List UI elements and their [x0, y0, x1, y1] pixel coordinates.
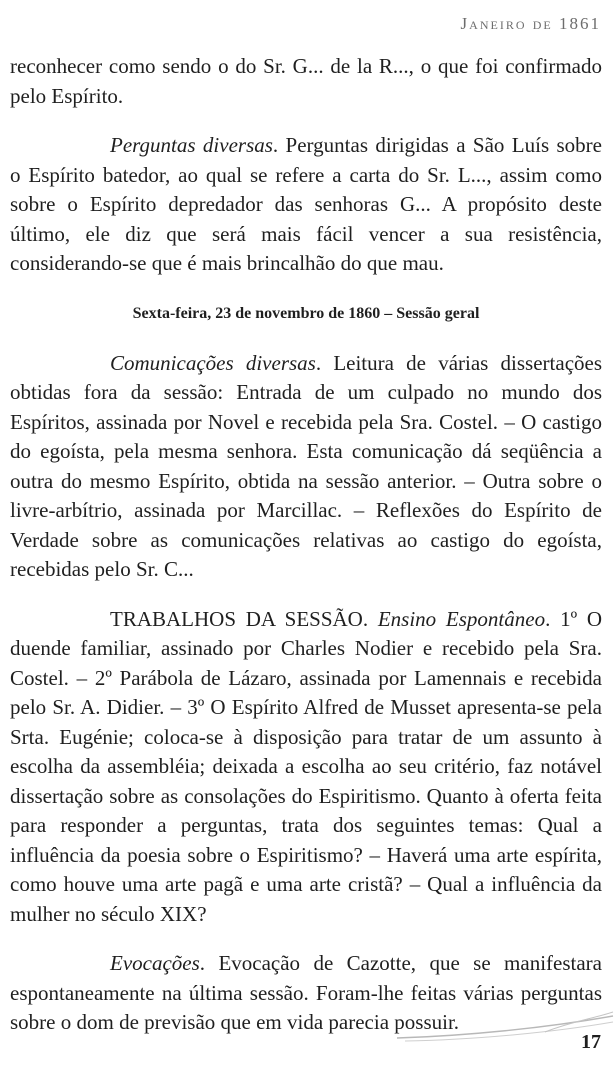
paragraph-2-text: . Perguntas dirigidas a São Luís sobre o Espírito batedor, ao qual se refere a carta do Sr. L..., assim como sobre o Espírito depredador das senhoras G... A propósito deste último, ele diz que será mais fácil vencer a sua resistência, considerando-se que é mais brincalhão do que mau. [10, 133, 602, 275]
paragraph-4 [10, 605, 602, 930]
page-number: 17 [581, 1031, 601, 1053]
paragraph-1: reconhecer como sendo o do Sr. G... de la R..., o que foi confirmado pelo Espírito. [10, 54, 602, 108]
paragraph-3-lead: Comunicações diversas [110, 350, 316, 375]
paragraph-5-text: . Evocação de Cazotte, que se manifestara espontaneamente na última sessão. Foram-lhe feitas várias perguntas sobre o dom de previsão que em vida parecia possuir. [10, 951, 602, 1034]
running-head: Janeiro de 1861 [460, 14, 601, 33]
paragraph-4-lead-italic: Ensino Espontâneo [377, 606, 546, 631]
session-heading: Sexta-feira, 23 de novembro de 1860 – Sessão geral [132, 304, 480, 322]
paragraph-5-lead: Evocações [110, 951, 200, 975]
paragraph-2-lead: Perguntas diversas [110, 133, 273, 157]
page-body [10, 52, 602, 1038]
paragraph-3-text: . Leitura de várias dissertações obtidas fora da sessão: Entrada de um culpado no mundo dos Espíritos, assinada por Novel e recebida pela Sra. Costel. – O castigo do egoísta, pela mesma senhora. Esta comunicação dá seqüência a outra do mesmo Espírito, obtida na sessão anterior. – Outra sobre o livre-arbítrio, assinada por Marcillac. – Reflexões do Espírito de Verdade sobre as comunicações relativas ao castigo do egoísta, recebidas pelo Sr. C... [10, 350, 603, 581]
paragraph-4-text: . 1º O duende familiar, assinado por Charles Nodier e recebido pela Sra. Costel. – 2º Parábola de Lázaro, assinada por Lamennais e recebida pelo Sr. A. Didier. – 3º O Espírito Alfred de Musset apresenta-se pela Srta. Eugénie; coloca-se à disposição para tratar de um assunto à escolha da assembléia; deixada a escolha ao seu critério, faz notável dissertação sobre as consolações do Espiritismo. Quanto à oferta feita para responder a perguntas, trata dos seguintes temas: Qual a influência da poesia sobre o Espiritismo? – Haverá uma arte espírita, como houve uma arte pagã e uma arte cristã? – Qual a influência da mulher no século XIX? [10, 606, 602, 926]
paragraph-3 [10, 349, 602, 585]
paragraph-2 [10, 131, 602, 279]
paragraph-4-lead: TRABALHOS DA SESSÃO. [110, 606, 378, 631]
